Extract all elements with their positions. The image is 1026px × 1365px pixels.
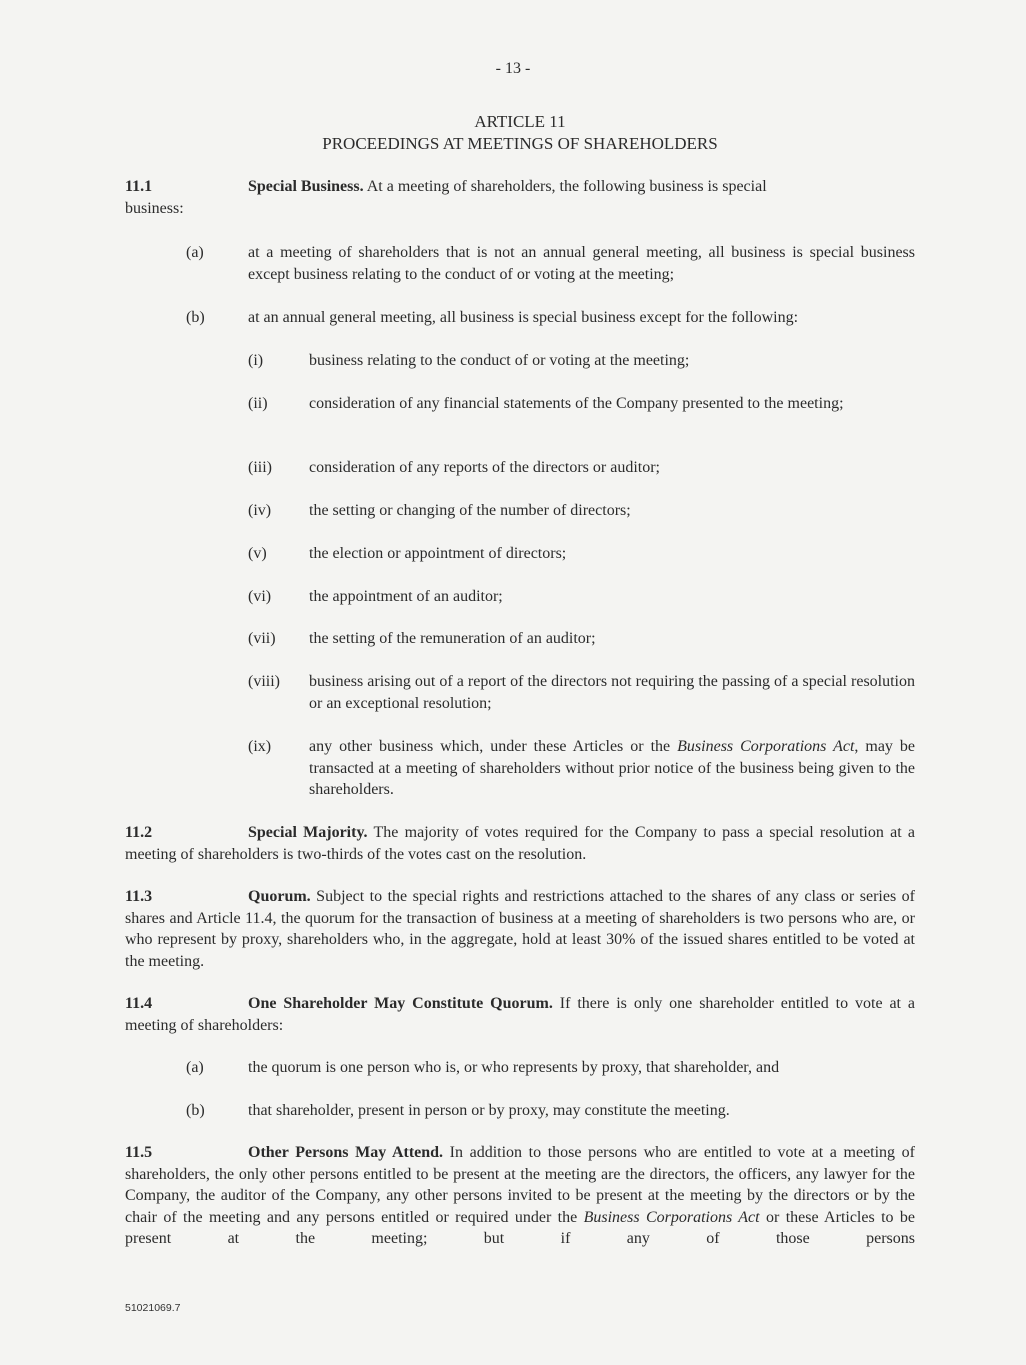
section-heading-11-4: One Shareholder May Constitute Quorum. — [248, 995, 553, 1012]
section-heading-11-5: Other Persons May Attend. — [248, 1144, 444, 1161]
item-label: (a) — [186, 1059, 204, 1076]
subitem-text: business arising out of a report of the directors not requiring the passing of a special resolution or an exceptional resolution; — [309, 673, 915, 712]
section-text-11-4: If there is only one shareholder entitled to vote at a meeting of shareholders: — [125, 995, 916, 1034]
document-code-footer: 51021069.7 — [125, 1302, 181, 1314]
subitem-label: (iii) — [248, 459, 272, 476]
subitem-label: (v) — [248, 545, 267, 562]
section-number-11-4: 11.4 — [125, 995, 153, 1012]
item-text: the quorum is one person who is, or who represents by proxy, that shareholder, and — [248, 1059, 780, 1076]
section-heading-11-3: Quorum. — [248, 888, 311, 905]
subitem-text: the appointment of an auditor; — [309, 588, 503, 605]
section-11-1-wrap: business: — [125, 200, 184, 217]
section-text-11-3: Subject to the special rights and restrictions attached to the shares of any class or series of shares and Article 11.4, the quorum for the transaction of business at a meeting of shareholders is two persons who are, or who represent by proxy, shareholders who, in the aggregate, hold at least 30% of the issued shares entitled to be voted at the meeting. — [125, 888, 916, 970]
item-label: (b) — [186, 309, 205, 326]
section-number-11-5: 11.5 — [125, 1144, 153, 1161]
section-number-11-3: 11.3 — [125, 888, 153, 905]
act-name-italic: Business Corporations Act — [677, 738, 855, 755]
subitem-text: consideration of any financial statements of the Company presented to the meeting; — [309, 395, 844, 412]
subitem-text: the setting of the remuneration of an auditor; — [309, 630, 596, 647]
page-number: - 13 - — [495, 60, 531, 77]
item-label: (a) — [186, 244, 204, 261]
section-11-5 — [125, 1142, 915, 1250]
section-11-1-line — [248, 176, 915, 198]
subitem-label: (ii) — [248, 395, 268, 412]
subitem-label: (i) — [248, 352, 264, 369]
subitem-text-part: any other business which, under these Articles or the — [309, 738, 671, 755]
subitem-label: (vii) — [248, 630, 276, 647]
section-number-11-2: 11.2 — [125, 824, 153, 841]
item-text: that shareholder, present in person or by proxy, may constitute the meeting. — [248, 1102, 730, 1119]
item-label: (b) — [186, 1102, 205, 1119]
section-11-2 — [125, 822, 915, 865]
subitem-text-part: , may be transacted at a meeting of shareholders without prior notice of the business being given to the shareholders. — [309, 738, 916, 798]
section-number-11-1: 11.1 — [125, 178, 153, 195]
subitem-text: business relating to the conduct of or voting at the meeting; — [309, 352, 690, 369]
section-text-11-1: At a meeting of shareholders, the following business is special — [366, 178, 767, 195]
section-text-11-2: The majority of votes required for the Company to pass a special resolution at a meeting of shareholders is two-thirds of the votes cast on the resolution. — [125, 824, 916, 863]
article-number: ARTICLE 11 — [474, 112, 566, 131]
section-text-11-5-end: or these Articles to be present at the meeting; but if any of those persons — [125, 1208, 915, 1247]
section-11-3 — [125, 886, 915, 972]
subitem-label: (ix) — [248, 738, 272, 755]
article-title: PROCEEDINGS AT MEETINGS OF SHAREHOLDERS — [322, 134, 718, 153]
subitem-text: consideration of any reports of the directors or auditor; — [309, 459, 660, 476]
section-text-11-5: In addition to those persons who are entitled to vote at a meeting of shareholders, the only other persons entitled to be present at the meeting are the directors, the officers, any lawyer for the Company, the auditor of the Company, any other persons invited to be present at the meeting by the directors or by the chair of the meeting and any persons entitled or required under the — [125, 1144, 915, 1226]
item-text: at a meeting of shareholders that is not an annual general meeting, all business is special business except business relating to the conduct of or voting at the meeting; — [248, 244, 915, 283]
subitem-text — [309, 736, 915, 801]
section-11-4 — [125, 993, 915, 1036]
subitem-label: (viii) — [248, 673, 280, 690]
subitem-label: (vi) — [248, 588, 272, 605]
subitem-text: the setting or changing of the number of directors; — [309, 502, 631, 519]
subitem-text: the election or appointment of directors; — [309, 545, 567, 562]
item-text: at an annual general meeting, all business is special business except for the following: — [248, 309, 799, 326]
section-heading-11-2: Special Majority. — [248, 824, 368, 841]
section-heading-11-1: Special Business. — [248, 178, 364, 195]
subitem-label: (iv) — [248, 502, 272, 519]
act-name-italic: Business Corporations Act — [583, 1208, 760, 1226]
